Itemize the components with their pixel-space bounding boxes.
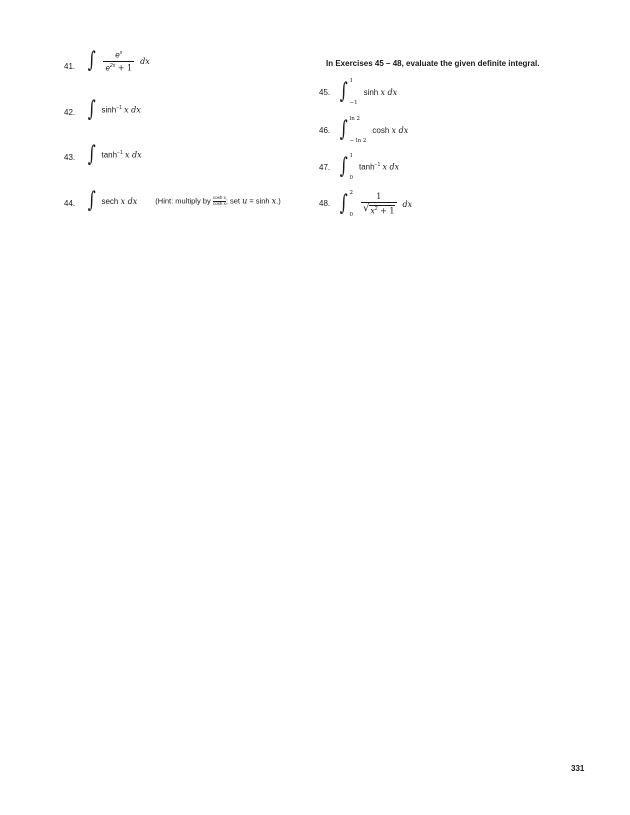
radicand-exponent: 2	[374, 206, 378, 213]
integral-sign: ∫	[87, 188, 96, 213]
inverse-exponent: −1	[117, 150, 123, 157]
integral-limits	[349, 78, 357, 106]
exercise-48	[338, 190, 412, 218]
integral-sign: ∫	[87, 97, 96, 122]
hint-x: x	[271, 195, 277, 205]
exercise-44	[86, 190, 281, 212]
integral-limits	[349, 153, 353, 181]
integral-sign: ∫	[87, 48, 96, 74]
numerator-base: e	[115, 50, 120, 60]
radicand-variable: x	[370, 206, 375, 216]
hint-end: .)	[276, 195, 281, 205]
integral-sign: ∫	[87, 142, 96, 167]
variable: x dx	[382, 162, 400, 172]
hint-fraction	[213, 196, 226, 207]
integral-sign: ∫	[339, 79, 348, 104]
lower-limit: − ln 2	[349, 138, 367, 144]
variable: x dx	[391, 125, 409, 135]
exercise-42-number: 42.	[64, 108, 76, 117]
variable: x dx	[124, 150, 142, 160]
variable: x dx	[380, 87, 398, 97]
lower-limit: 0	[349, 175, 353, 181]
section-heading: In Exercises 45 – 48, evaluate the given definite integral.	[326, 59, 540, 68]
function-name: sinh	[101, 105, 117, 115]
function-name: tanh	[358, 162, 375, 172]
upper-limit: 1	[349, 153, 353, 159]
fraction	[361, 192, 397, 216]
upper-limit: 2	[349, 190, 353, 196]
exercise-47-number: 47.	[319, 163, 331, 172]
variable: x dx	[124, 105, 141, 115]
exercise-46	[338, 116, 408, 144]
exercise-43	[86, 144, 142, 166]
fraction	[103, 50, 134, 72]
function-name: sinh	[363, 87, 379, 97]
function-name: tanh	[101, 150, 118, 160]
integral-limits	[349, 116, 366, 144]
exercise-44-number: 44.	[64, 199, 76, 208]
lower-limit: −1	[349, 100, 358, 106]
integral-sign: ∫	[339, 191, 348, 216]
denominator-rest: + 1	[115, 63, 133, 73]
exercise-48-number: 48.	[319, 199, 331, 208]
hint-fraction-bottom: cosh x	[212, 200, 226, 206]
exercise-41	[86, 50, 150, 72]
upper-limit: 1	[349, 78, 353, 84]
hint-fraction-top: cosh x	[212, 194, 226, 200]
denominator-base: e	[105, 63, 110, 73]
radicand-rest: + 1	[377, 206, 395, 216]
hint	[155, 196, 280, 207]
exercise-42	[86, 99, 141, 121]
exercise-43-number: 43.	[64, 153, 76, 162]
exercise-41-number: 41.	[64, 62, 76, 71]
integral-sign: ∫	[339, 154, 348, 179]
numerator: 1	[376, 192, 382, 202]
hint-equals: = sinh	[247, 195, 272, 205]
differential: dx	[402, 199, 413, 209]
exercise-47	[338, 153, 399, 181]
hint-middle: ; set	[225, 195, 243, 205]
exercise-45-number: 45.	[319, 88, 331, 97]
inverse-exponent: −1	[374, 162, 381, 169]
page-number: 331	[571, 764, 585, 773]
function-name: cosh	[372, 125, 390, 135]
radical-sign: √	[362, 203, 370, 215]
lower-limit: 0	[349, 212, 353, 218]
exercise-46-number: 46.	[319, 126, 331, 135]
integral-limits	[349, 190, 353, 218]
hint-prefix: (Hint: multiply by	[155, 195, 213, 205]
denominator-exponent: 2x	[109, 62, 116, 69]
hint-u: u	[242, 195, 248, 205]
differential: dx	[140, 56, 150, 66]
inverse-exponent: −1	[116, 105, 122, 112]
function-name: sech	[101, 196, 119, 206]
numerator-exponent: x	[119, 50, 123, 56]
variable: x dx	[120, 196, 138, 206]
upper-limit: ln 2	[349, 116, 361, 122]
integral-sign: ∫	[339, 117, 348, 142]
exercise-45	[338, 78, 397, 106]
square-root	[363, 204, 395, 216]
